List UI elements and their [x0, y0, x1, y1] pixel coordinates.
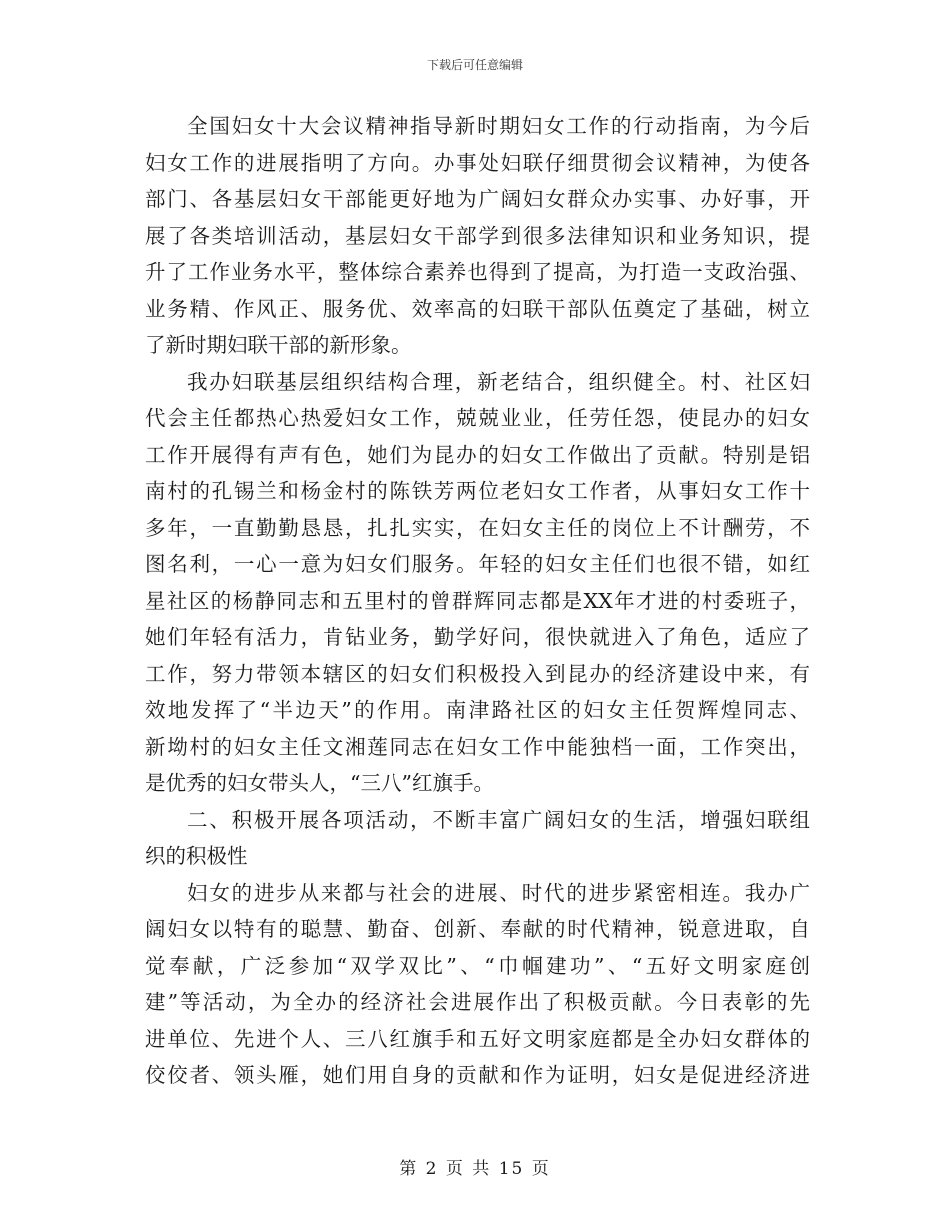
text-line: 部门、各基层妇女干部能更好地为广阔妇女群众办实事、办好事，开: [145, 187, 810, 211]
text-line: 觉奉献，广泛参加“双学双比”、“巾帼建功”、“五好文明家庭创: [145, 953, 810, 978]
text-line: 多年，一直勤勤恳恳，扎扎实实，在妇女主任的岗位上不计酬劳，不: [145, 515, 810, 540]
text-line: 南村的孔锡兰和杨金村的陈铁芳两位老妇女工作者，从事妇女工作十: [145, 479, 810, 503]
text-line: 建”等活动，为全办的经济社会进展作出了积极贡献。今日表彰的先: [145, 990, 810, 1014]
text-line: 妇女工作的进展指明了方向。办事处妇联仔细贯彻会议精神，为使各: [145, 150, 810, 175]
text-line: 新坳村的妇女主任文湘莲同志在妇女工作中能独档一面，工作突出，: [145, 734, 810, 759]
paragraph-2: [145, 364, 810, 802]
text-line: 星社区的杨静同志和五里村的曾群辉同志都是XX年才进的村委班子，: [145, 588, 810, 613]
paragraph-1: [145, 108, 810, 364]
text-line: 佼佼者、领头雁，她们用自身的贡献和作为证明，妇女是促进经济进: [145, 1063, 810, 1087]
text-line: 妇女的进步从来都与社会的进展、时代的进步紧密相连。我办广: [187, 880, 810, 905]
text-line: 代会主任都热心热爱妇女工作，兢兢业业，任劳任怨，使昆办的妇女: [145, 406, 810, 430]
text-line: 进单位、先进个人、三八红旗手和五好文明家庭都是全办妇女群体的: [145, 1026, 810, 1051]
text-line: 二、积极开展各项活动，不断丰富广阔妇女的生活，增强妇联组: [187, 807, 810, 832]
document-body: [145, 108, 810, 1094]
paragraph-4: [145, 875, 810, 1094]
page-number: 第 2 页 共 15 页: [399, 1159, 551, 1179]
text-line: 业务精、作风正、服务优、效率高的妇联干部队伍奠定了基础，树立: [145, 296, 810, 321]
text-line: 效地发挥了“半边天”的作用。南津路社区的妇女主任贺辉煌同志、: [145, 698, 810, 722]
text-line: 阔妇女以特有的聪慧、勤奋、创新、奉献的时代精神，锐意进取，自: [145, 917, 810, 941]
text-line: 了新时期妇联干部的新形象。: [145, 333, 412, 357]
text-line: 我办妇联基层组织结构合理，新老结合，组织健全。村、社区妇: [187, 369, 810, 394]
text-line: 图名利，一心一意为妇女们服务。年轻的妇女主任们也很不错，如红: [145, 552, 810, 576]
page-header: 下载后可任意编辑: [426, 58, 523, 72]
text-line: 工作，努力带领本辖区的妇女们积极投入到昆办的经济建设中来，有: [145, 661, 810, 686]
section-heading: [145, 802, 810, 875]
text-line: 她们年轻有活力，肯钻业务，勤学好问，很快就进入了角色，适应了: [145, 625, 810, 649]
text-line: 升了工作业务水平，整体综合素养也得到了提高，为打造一支政治强、: [145, 260, 810, 284]
text-line: 展了各类培训活动，基层妇女干部学到很多法律知识和业务知识，提: [145, 223, 810, 248]
text-line: 织的积极性: [145, 844, 248, 868]
text-line: 工作开展得有声有色，她们为昆办的妇女工作做出了贡献。特别是铝: [145, 442, 810, 467]
text-line: 是优秀的妇女带头人，“三八”红旗手。: [145, 771, 494, 795]
text-line: 全国妇女十大会议精神指导新时期妇女工作的行动指南，为今后: [187, 114, 810, 138]
